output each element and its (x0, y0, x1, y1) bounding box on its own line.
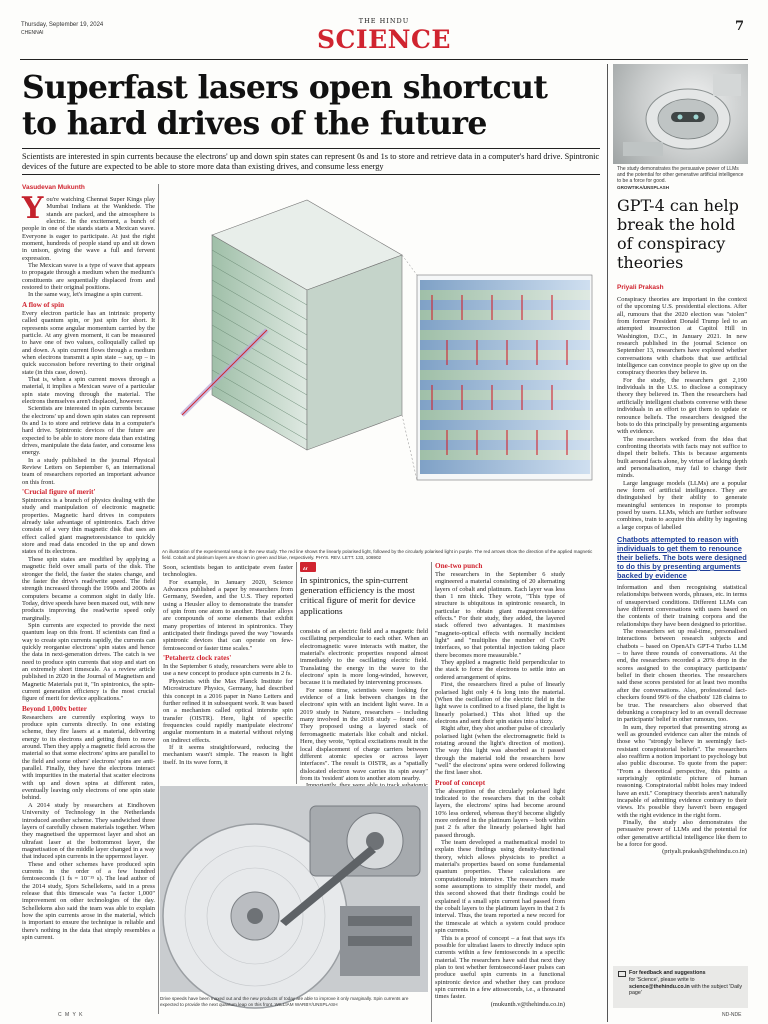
feedback-title: For feedback and suggestions (629, 970, 706, 976)
standfirst: Scientists are interested in spin currents because the electrons' up and down spin states can represent 0s and 1s to store and retrieve data in a computer's hard drive. Spintronic devices of the future are expected to be able to store more data than existing drives, and consume less energy (22, 152, 600, 171)
hard-drive-photo (160, 786, 428, 992)
cmyk-marks: C M Y K (58, 1012, 84, 1018)
sidebar-image-credit: GROWTIKA/UNSPLASH (617, 185, 670, 190)
dropcap: Y (22, 191, 44, 226)
feedback-box (613, 966, 748, 1008)
main-column-1: You're watching Chennai Super Kings play Mumbai Indians at the Wankhede. The stands are packed, and the atmosphere is electric. In the excitement, a bunch of people in one of the stands starts a Mexican wave. Everyone is eager to participate. At just the right moment, hundreds of people stand up and sit down in unison, giving the wave a full and fervent expression. The Mexican wave is a type of wave that appears to propagate through a medium when the medium's constituents are sequentially displaced from and restored to their original positions. In the same way, let's imagine a spin current. A flow of spin Every electron particle has an intrinsic property called quantum spin, or just spin for short. It represents some angular momentum carried by the particle. At any given moment, it can be measured to have one of two values, colloquially called up and down. A spin current flows through a medium when electrons transmit a spin state – say, up – in quick succession before reverting to their original state (in this case, down). That is, when a spin current moves through a material, it implies a Mexican wave of a particular spin state moving through the material. The electrons themselves aren't displaced, however. Scientists are interested in spin currents because the electrons' up and down spin states can represent 0s and 1s to store and retrieve data in a computer's hard drive. Spintronic devices of the future are expected to be able to store more data than existing drives, manipulate the data faster, and consume less energy. In a study published in the journal Physical Review Letters on September 6, an international team of researchers reported an important advance on this front. 'Crucial figure of merit' Spintronics is a branch of physics dealing with the study and manipulation of electronic magnetic properties. Magnetic hard drives in computers already take advantage of spintronics. Each drive consists of a very thin magnetic disk that uses an effect called giant magnetoresistance to quickly store and read data encoded in the up and down states of its electrons. These spin states are modified by applying a magnetic field over small parts of the disk. The stronger the field, the faster the states change, and the faster the drive's read/write speed. The field strength increased through the 1990s and 2000s as computers became a common sight in daily life. Today, drive speeds have been maxed out, with new products improving the read/write speed only marginally. Spin currents are expected to provide the next quantum leap on this front. If scientists can find a way to create spin currents rapidly, the currents can quickly reorganise electrons' spin states and hence the data in next-generation drives. The catch is we need to produce spin currents that stop and start on an extremely short timescale. As a review article published in 2020 in the Journal of Magnetism and Magnetic Materials put it, "In spintronics, the spin-current generation efficiency is the most crucial figure of merit for device applications." Beyond 1,000x better Researchers are currently exploring ways to produce spin currents directly. In one existing scheme, they fire lasers at a material, delivering energy to its electrons and getting them to move around. Then they apply a magnetic field across the material so that some electrons' spins are parallel to the field and some others' electrons' spins are anti-parallel. Finally, they have the electrons interact with impurities in the material that scatter electrons with up and down spins at different rates, eventually leaving only electrons of one spin state behind. A 2014 study by researchers at Eindhoven University of Technology in the Netherlands introduced another scheme. They sandwiched three layers of carefully chosen materials together. When they magnetised the uppermost layer and shot an ultrafast laser at the bottommost layer, the magnetisation of the middle layer changed in a way that induced spin currents in the uppermost layer. These and other schemes have produced spin currents in the order of a few hundred femtoseconds (1 fs = 10⁻¹⁵ s). The lead author of the 2014 study, Sjors Schellekens, said in a press release that this timescale was "a factor 1,000" improvement on other technologies of the day. Schellekens also said the team was able to explain how the spin currents arose in the material, which is important to ensure the technique is reliable and there's nothing in the data that simply resembles a spin current. (22, 191, 155, 941)
layer-stack-diagram (162, 180, 602, 540)
sidebar-divider (607, 64, 608, 1022)
illustration-caption: An illustration of the experimental setup in the new study. The red line shows the linearly polarised light, followed by the circularly polarised light in purple. The red arrows show the direction of the applied magnetic field. Cobalt and platinum layers are shown in green and blue, respectively. PHYS. REV. LETT. 133, 106902 (162, 549, 593, 560)
sidebar-highlight-quote: Chatbots attempted to reason with individuals to get them to renounce their beliefs. The bots were designed to do this by presenting arguments backed by evidence (617, 535, 747, 580)
quote-mark-icon (300, 562, 316, 579)
feedback-email-link[interactable]: science@thehindu.co.in (629, 983, 690, 990)
sidebar-headline: GPT-4 can help break the hold of conspiracy theories (617, 196, 739, 272)
robot-illustration (613, 64, 748, 164)
masthead-edition: CHENNAI (21, 30, 44, 36)
photo-caption: Drive speeds have been maxed out and the new products of today are able to improve it only marginally. Spin currents are expected to provide the next quantum leap on this front. WILLIAM WARBY/UNSPLASH (160, 996, 409, 1007)
experiment-illustration (162, 180, 602, 540)
sidebar-byline: Priyali Prakash (617, 284, 664, 291)
disk-platter-graphic (160, 786, 428, 992)
zoom-lines (402, 255, 417, 480)
author-email: (mukunth.v@thehindu.co.in) (490, 1000, 565, 1008)
subhead-petahertz: 'Petahertz clock rates' (163, 654, 232, 663)
masthead-date: Thursday, September 19, 2024 (21, 22, 104, 28)
subhead-crucial-figure: 'Crucial figure of merit' (22, 488, 96, 497)
masthead-rule (20, 59, 748, 60)
subhead-one-two-punch: One-two punch (435, 562, 483, 570)
main-column-3: consists of an electric field and a magnetic field oscillating perpendicular to each other. When an electromagnetic wave interacts with matter, the material's electronic properties respond almost immediately to the oscillating electric field. Translating the energy in the wave to the electrons' spin is more long-winded, however, because it is mediated by intervening processes. For some time, scientists were looking for evidence of a link between changes in the electrons' spin with an incident light wave. In a 2019 study in Nature, researchers – including many involved in the 2018 study – found one. They proposed using a layered stack of ferromagnetic materials like cobalt and nickel. Here, they wrote, "optical excitations result in the local displacement of charge carriers between different atomic species or across layer interfaces". The result is OISTR, as a "spatially dislocated electron wave carries its spin away" from its 'resident' atom to another atom nearby. (300, 628, 428, 782)
sidebar-author-email: (priyali.prakash@thehindu.co.in) (662, 848, 747, 856)
headline-rule (22, 148, 600, 149)
main-column-4: One-two punch The researchers in the September 6 study engineered a material consisting of 20 alternating layers of cobalt and platinum. Each layer was less than 1 nm thick. They wrote, "This type of structure is ubiquitous in spintronic research, in particular to obtain giant magnetoresistance effects." For their study, they added, the layered stack offered two advantages. It maximises "magneto-optical effects with normally incident light" and "multiplies the number of Co/Pt interfaces, so that potential injection taking place there becomes more measurable." They applied a magnetic field perpendicular to the stack to force the electrons to settle into an ordered arrangement of spins. First, the researchers fired a pulse of linearly polarised light only 4 fs long into the material. (When the oscillation of the electric field in the light wave is confined to a fixed plane, the light is linearly polarised.) This shot lifted up the electrons and sent their spin states into a tizzy. Right after, they shot another pulse of circularly polarised light (when the electromagnetic field is rotating around the light's direction of motion). The way this light was absorbed as it passed through the material told the researchers how "well" the electrons' spins were ordered following the first laser shot. Proof of concept The absorption of the circularly polarised light indicated to the researchers that in the cobalt layers, the electrons' spins had become around 10% less ordered, whereas they'd become slightly more ordered in the platinum layers – both within just 2 fs after the linearly polarised light had passed through. The team developed a mathematical model to explain these findings using density-functional theory, which allows physicists to predict a material's properties based on some fundamental quantum properties. These calculations are computationally intensive. The researchers made some assumptions to simplify their model, and this second showed that their findings could be explained if a small spin current had passed from the cobalt layers to the platinum layers in that 2 fs interval. Thus, the team reported a new record for the timescale at which a system could produce spin currents. This is a proof of concept – a feat that says it's possible for ultrafast lasers to directly induce spin currents within a few femtoseconds in a specific material. The researchers have said that next they plan to test whether femtosecond-laser pulses can produce useful spin currents in a functional spintronic device and whether they can produce spin currents in a few attoseconds, i.e., a thousand times faster. (mukunth.v@thehindu.co.in) (435, 562, 565, 1008)
headline-line-2: to hard drives of the future (22, 105, 487, 142)
subhead-proof-of-concept: Proof of concept (435, 778, 486, 787)
newspaper-name: THE HINDU (358, 17, 410, 25)
headline-line-1: Superfast lasers open shortcut (22, 69, 548, 106)
byline: Vasudevan Mukunth (22, 184, 85, 191)
mail-icon (618, 971, 626, 977)
feedback-text: for 'Science', please write to science@thehindu.co.in with the subject 'Daily page' (629, 977, 743, 997)
section-title: SCIENCE (316, 25, 451, 54)
pull-quote (300, 562, 428, 616)
pull-quote-text: In spintronics, the spin-current generation efficiency is the most critical figure of merit for device applications (300, 575, 416, 616)
column-divider (296, 562, 297, 784)
sidebar-image-caption: The study demonstrates the persuasive power of LLMs and the potential for other generative artificial intelligence to be a force for good. (617, 166, 744, 184)
ai-robot-image (613, 64, 748, 164)
zoomed-layers (417, 275, 592, 480)
main-headline (22, 70, 602, 142)
subhead-beyond-1000x: Beyond 1,000x better (22, 704, 87, 713)
small-layer-stack (212, 200, 402, 450)
subhead-flow-of-spin: A flow of spin (22, 300, 65, 309)
main-column-2: Soon, scientists began to anticipate even faster technologies. For example, in January 2020, Science Advances published a paper by researchers from Germany, Sweden, and the U.S. They reported using a Heusler alloy to demonstrate the transfer of spin from one atom to another. Heusler alloys are compounds of some elements that exhibit many properties of interest in spintronics. They anticipated their findings paved the way "towards spintronic devices that can operate on few-femtosecond or faster time scales." 'Petahertz clock rates' In the September 6 study, researchers were able to use a new concept to produce spin currents in 2 fs. Physicists with the Max Planck Institute for Microstructure Physics, Germany, had described this concept in a 2016 paper in Nano Letters and further refined it in subsequent work. It was based on a mechanism called optical intersite spin transfer (OISTR). Here, light of specific frequencies could rapidly manipulate electrons' angular momentum in a material without relying on indirect effects. If it seems straightforward, reducing the mechanism wasn't simple. The reason is light itself. In its wave form, it (163, 564, 293, 766)
standfirst-rule (22, 174, 600, 175)
sidebar-body: Conspiracy theories are important in the context of the upcoming U.S. presidential elections. After all, rumours that the 2020 election was "stolen" from former President Donald Trump led to an attempted insurrection at Capitol Hill in Washington, D.C., in January 2021. In new research published in the journal Science on September 13, researchers have explored whether conversations with chatbots that use artificial intelligence can convince people to give up on the conspiracy theories they believe in. For the study, the researchers got 2,190 individuals in the U.S. to disclose a conspiracy theory they believed in. Then the researchers had artificially intelligent chatbots converse with these individuals in an effort to get them to update or renounce beliefs. The researchers designed the bots to do this principally by presenting arguments with evidence. The researchers worked from the idea that confronting theorists with facts may not suffice to dispel their beliefs. This is because arguments built around facts alone, by virtue of lacking depth and personalisation, may fail to change their minds. Large language models (LLMs) are a popular new form of artificial intelligence. They are distinguished by their ability to generate meaningful sentences in response to prompts posed by users. LLMs, which are further software combines, train to acquire this ability by ingesting a large corpus of labelled Chatbots attempted to reason with individuals to get them to renounce their beliefs. The bots were designed to do this by presenting arguments backed by evidence information and then recognising statistical relationships between words, phrases, etc. in terms of unsupervised conditions. Different LLMs can have different conversations with users based on the contents of their training corpora and the relationships they have been designed to prioritise. The researchers set up real-time, personalised interactions between research subjects and chatbots – based on OpenAI's GPT-4 Turbo LLM – to have three rounds of conversations. At the end, the researchers recorded a 20% drop in the scores assigned to the conspiracy participants' belief in their chosen theories. The researchers said these scores persisted for at least two months after the conversations. Also, professional fact-checkers found 99% of the chatbots' 128 claims to be true. The researchers also observed that debunking a conspiracy led to an overall decrease in participants' belief in other rumours, too. In sum, they reported that presenting strong as well as grounded evidence can alter the minds of those who "strongly believe in seemingly fact-resistant conspiratorial beliefs". The researchers also reaffirm a notion important to psychology but also public discourse. To quote from the paper: "From a theoretical perspective, this paints a surprisingly optimistic picture of human reasoning. Conspiratorial rabbit holes may indeed have an exit." Conspiracy theorists aren't naturally incapable of admitting evidence contrary to their views. It's possible they haven't been engaged with the right evidence in the right form. Finally, the study also demonstrates the persuasive power of LLMs and the potential for other generative artificial intelligence like them to be a force for good. (priyali.prakash@thehindu.co.in) (617, 296, 747, 856)
page-code: ND-NDE (722, 1012, 742, 1018)
page-number: 7 (735, 19, 745, 34)
svg-text:“: “ (302, 565, 309, 579)
column-divider (158, 184, 159, 1014)
column-divider (431, 562, 432, 1022)
